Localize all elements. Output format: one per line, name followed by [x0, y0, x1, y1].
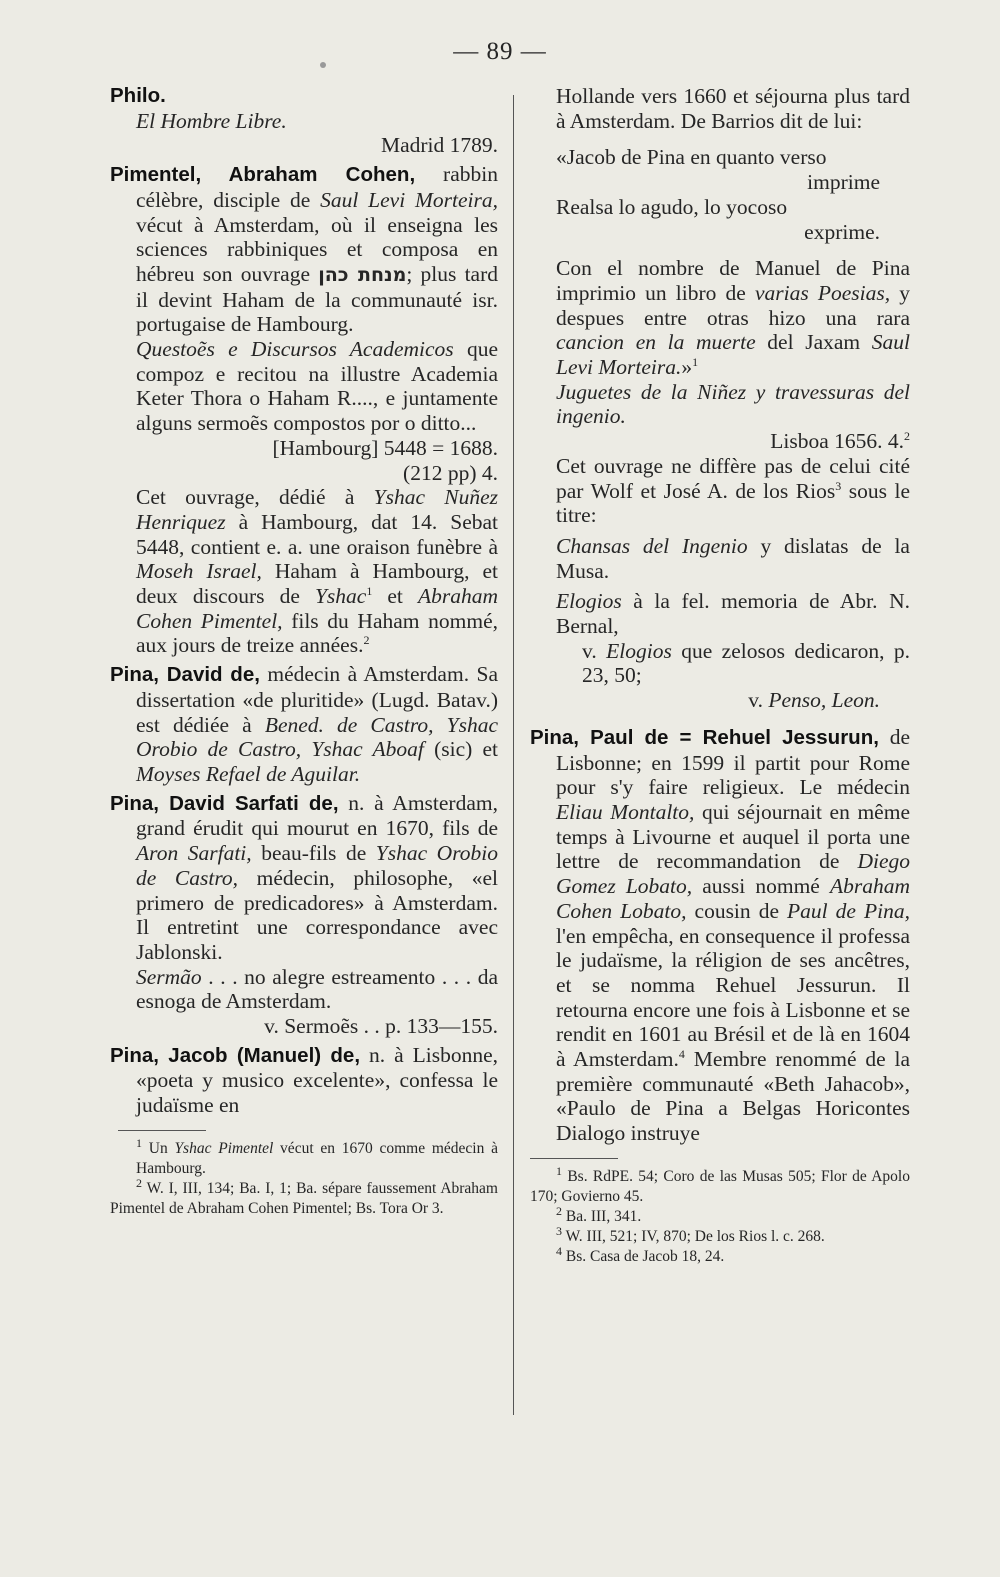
- quotation: [530, 145, 910, 379]
- footnote: [530, 1243, 910, 1267]
- title-italic: Elogios: [606, 638, 672, 663]
- text: vécut à Amsterdam, où il enseigna les sciences rabbiniques et composa en hébreu son ouvrage: [136, 212, 498, 286]
- text: de Lisbonne; en 1599 il partit pour Rome pour s'y faire religieux. Le médecin: [556, 724, 911, 800]
- entry-pina-sarfati: [110, 791, 498, 1039]
- person-italic: Yshac: [314, 584, 367, 609]
- text: »: [681, 355, 693, 380]
- person-italic: Aron Sarfati,: [136, 841, 252, 866]
- entry-pimentel: [110, 162, 498, 658]
- footnote: [110, 1135, 498, 1179]
- footnote-number: 1: [556, 1163, 562, 1178]
- entry-heading: Philo.: [110, 84, 166, 107]
- left-column: [110, 84, 498, 1219]
- person-italic: Saul Levi Morteira,: [320, 187, 498, 212]
- note: [110, 485, 498, 658]
- text: ; plus tard il devint Haham de la communauté isr. portugaise de Hambourg.: [136, 261, 499, 337]
- person-italic: Penso, Leon.: [768, 688, 880, 713]
- text: aussi nommé: [692, 874, 830, 899]
- footnote-rule: [530, 1158, 618, 1159]
- book-title: Sermão: [136, 964, 202, 989]
- title-italic: Juguetes de la Niñez y travessuras del ingenio.: [556, 379, 910, 429]
- book-description: [110, 965, 498, 1014]
- column-divider: [513, 95, 514, 1415]
- text: l'en empêcha, en consequence il professa le judaïsme, la réligion de ses ancêtres, et se nomma Rehuel Jessurun. Il retourna encore une fois à Lisbonne et se rendit en 1601 au Brésil et de là en 1604 à Amsterdam.: [556, 923, 910, 1072]
- footnote-number: 4: [556, 1243, 562, 1258]
- title-italic: cancion en la muerte: [556, 330, 756, 355]
- text: beau-fils de: [251, 841, 376, 866]
- text: cousin de: [686, 898, 788, 923]
- entry-name: Abraham Cohen,: [201, 163, 416, 187]
- imprint-pages: (212 pp) 4.: [403, 460, 498, 485]
- verse-line: exprime.: [804, 219, 880, 244]
- person-italic: Saul Levi Morteira.: [556, 330, 910, 380]
- imprint: Madrid 1789.: [380, 133, 498, 158]
- quote-prose: [530, 256, 910, 380]
- text: Haham à Hambourg, et deux discours de: [136, 559, 498, 609]
- footnote: [530, 1203, 910, 1227]
- cross-reference: [530, 688, 910, 713]
- person-italic: Moyses Refael de Aguilar.: [136, 761, 361, 786]
- person-italic: Bened. de Castro, Yshac Orobio de Castro, Yshac Aboaf: [136, 712, 498, 762]
- text: Bs. RdPE. 54; Coro de las Musas 505; Flor de Apolo 170; Govierno 45.: [530, 1167, 910, 1205]
- person-italic: Abraham Cohen Lobato,: [556, 874, 910, 923]
- footnote-rule: [118, 1130, 206, 1131]
- text: que compoz e recitou na illustre Academia Keter Thora o Haham R...., e juntamente alguns sermoẽs compostos por o ditto...: [136, 337, 498, 436]
- text: n. à Amsterdam, grand érudit qui mourut en 1670, fils de: [136, 790, 498, 841]
- footnotes-right: [530, 1163, 910, 1267]
- title-italic: El Hombre Libre.: [136, 108, 287, 133]
- text: Membre renommé de la première communauté «Beth Jahacob», «Paulo de Pina a Belgas Horicontes Dialogo instruye: [556, 1047, 910, 1146]
- text: Ba. III, 341.: [562, 1207, 642, 1225]
- text: Con el nombre de Manuel de Pina imprimio un libro de: [556, 256, 910, 305]
- entry-pina-paul: [530, 725, 910, 1146]
- footnotes-left: [110, 1135, 498, 1219]
- footnote-marker: 1: [366, 583, 373, 598]
- text: Cet ouvrage ne diffère pas de celui cité par Wolf et José A. de los Rios: [556, 453, 910, 503]
- entry-philo: [110, 84, 498, 158]
- verse-line: imprime: [807, 170, 880, 195]
- verse-line: «Jacob de Pina en quanto verso: [556, 145, 827, 170]
- entry-heading: Pina,: [110, 663, 159, 687]
- entry-heading: Pimentel,: [110, 163, 202, 187]
- text: . . . no alegre estreamento . . . da esnoga de Amsterdam.: [136, 964, 498, 1014]
- footnote-marker: 4: [678, 1046, 685, 1061]
- entry-pina-jacob: [110, 1043, 498, 1118]
- text: que zelosos dedicaron, p. 23, 50;: [582, 638, 910, 688]
- text: y dislatas de la Musa.: [556, 533, 910, 583]
- text: W. III, 521; IV, 870; De los Rios l. c. 268.: [562, 1227, 825, 1245]
- person-italic: Yshac Orobio de Castro,: [136, 841, 499, 890]
- entry-name: David Sarfati de,: [159, 791, 339, 815]
- footnote-number: 1: [136, 1135, 142, 1150]
- text: qui séjournait en même temps à Livourne et auquel il porta une lettre de recommandation de: [556, 799, 910, 874]
- person-italic: Moseh Israel,: [136, 559, 262, 584]
- person-italic: Paul de Pina,: [787, 898, 910, 923]
- book-title: Questoẽs e Discursos Academicos: [136, 337, 454, 362]
- title-italic: Chansas del Ingenio: [556, 533, 748, 558]
- cross-reference: v. Sermoẽs . . p. 133—155.: [264, 1014, 498, 1039]
- footnote-number: 3: [556, 1223, 562, 1238]
- text: v.: [748, 688, 769, 713]
- page-number: — 89 —: [453, 38, 547, 65]
- entry-name: Jacob (Manuel) de,: [159, 1043, 361, 1067]
- imprint: [530, 429, 910, 454]
- entry-name: David de,: [159, 663, 260, 687]
- entry-body: [110, 662, 498, 787]
- verse-line: Realsa lo agudo, lo yocoso: [556, 194, 788, 219]
- footnote-number: 2: [136, 1175, 142, 1190]
- entry-body: [530, 725, 910, 1146]
- text: del Jaxam: [755, 330, 872, 355]
- book-title: [530, 380, 910, 429]
- entry-heading: Pina,: [110, 1043, 159, 1067]
- text: W. I, III, 134; Ba. I, 1; Ba. sépare faussement Abraham Pimentel de Abraham Cohen Pimentel; Bs. Tora Or 3.: [110, 1179, 498, 1217]
- person-italic: Eliau Montalto,: [556, 799, 695, 824]
- person-italic: Yshac Nuñez Henriquez: [136, 485, 499, 534]
- entry-body: [110, 1043, 498, 1118]
- text: Cet ouvrage, dédié à: [136, 485, 374, 510]
- footnote: [530, 1223, 910, 1247]
- text: et: [372, 584, 418, 609]
- title-italic: varias Poesias,: [754, 280, 891, 305]
- text: Un: [142, 1139, 175, 1157]
- entry-pina-david: [110, 662, 498, 787]
- text: rabbin célèbre, disciple de: [136, 162, 498, 212]
- book-description: [110, 337, 498, 436]
- text: (sic) et: [423, 737, 498, 762]
- entry-heading: Pina,: [530, 725, 579, 749]
- text: médecin, philosophe, «el primero de predicadores» à Amsterdam. Il entretint une correspondance avec Jablonski.: [136, 865, 498, 964]
- imprint: [Hambourg] 5448 = 1688.: [272, 435, 498, 460]
- person-italic: Abraham Cohen Pimentel,: [136, 584, 498, 633]
- book-description: [530, 534, 910, 583]
- note: [530, 454, 910, 528]
- footnote-marker: 1: [692, 354, 699, 369]
- text: n. à Lisbonne, «poeta y musico excelente», confessa le judaïsme en: [136, 1042, 498, 1118]
- text: à la fel. memoria de Abr. N. Bernal,: [556, 589, 910, 639]
- person-italic: Diego Gomez Lobato,: [556, 849, 910, 899]
- text: sous le titre:: [556, 478, 911, 528]
- book-description: [530, 589, 910, 638]
- title-italic: Elogios: [556, 589, 622, 614]
- entry-body: [110, 162, 498, 337]
- footnote-number: 2: [556, 1203, 562, 1218]
- cross-reference: [530, 639, 910, 688]
- text: Bs. Casa de Jacob 18, 24.: [562, 1247, 725, 1265]
- text: médecin à Amsterdam. Sa dissertation «de pluritide» (Lugd. Batav.) est dédiée à: [136, 662, 498, 737]
- text: fils du Haham nommé, aux jours de treize années.: [136, 608, 498, 658]
- right-column: [530, 84, 910, 1267]
- entry-body: [110, 791, 498, 965]
- book-title: [110, 109, 498, 134]
- text: Lisboa 1656. 4.: [770, 429, 904, 454]
- entry-heading: Pina,: [110, 791, 159, 815]
- text: à Hambourg, dat 14. Sebat 5448, contient e. a. une oraison funèbre à: [136, 509, 498, 559]
- hebrew-title: מנחת כהן: [318, 263, 407, 286]
- footnote-marker: 2: [904, 428, 910, 443]
- footnote-marker: 3: [835, 478, 842, 493]
- footnote: [530, 1163, 910, 1207]
- text: vécut en 1670 comme médecin à Hambourg.: [136, 1139, 498, 1177]
- text: y despues entre otras hizo una rara: [556, 280, 911, 330]
- entry-name: Paul de = Rehuel Jessurun,: [579, 725, 879, 749]
- footnote: [110, 1175, 498, 1219]
- footnote-marker: 2: [363, 633, 370, 648]
- text: v.: [582, 638, 607, 663]
- continuation: Hollande vers 1660 et séjourna plus tard à Amsterdam. De Barrios dit de lui:: [556, 84, 910, 133]
- person-italic: Yshac Pimentel: [174, 1139, 274, 1157]
